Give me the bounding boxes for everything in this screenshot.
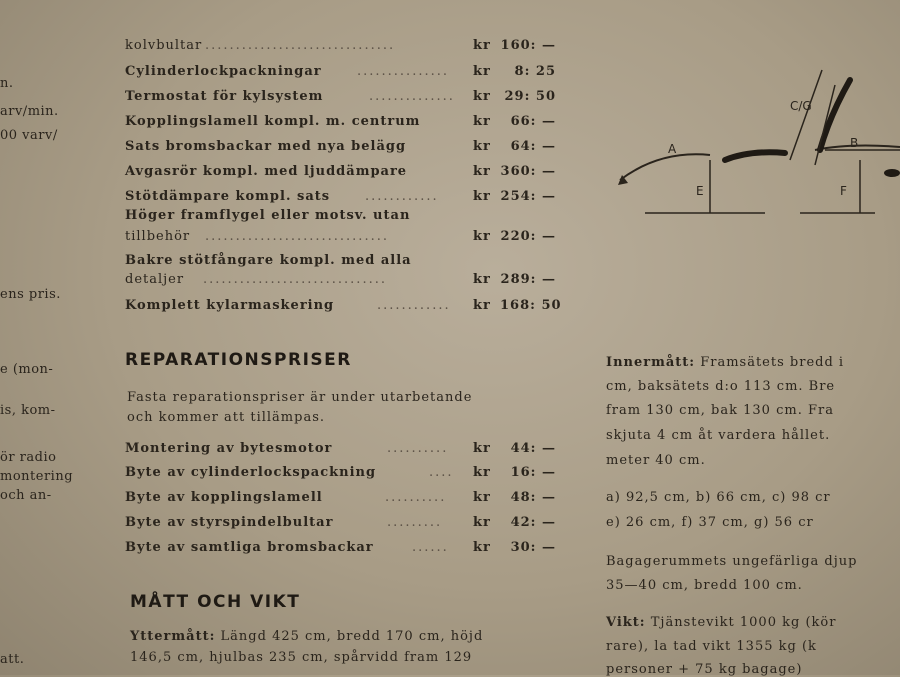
left-fragment: och an-	[0, 488, 52, 503]
paragraph-line: Fasta reparationspriser är under utarbetande	[127, 390, 473, 405]
price-row	[125, 441, 560, 461]
leader-dots: ..........	[387, 441, 449, 456]
price: 29: 50	[504, 89, 556, 104]
item-name: detaljer	[125, 272, 185, 287]
price-row	[125, 298, 560, 318]
item-name: Sats bromsbackar med nya belägg	[125, 139, 407, 154]
item-name: Stötdämpare kompl. sats	[125, 189, 331, 204]
item-name: tillbehör	[125, 229, 191, 244]
left-fragment: 00 varv/	[0, 128, 58, 143]
section-heading: MÅTT OCH VIKT	[130, 592, 301, 612]
diagram-label-b: B	[850, 136, 859, 150]
rear-cushion	[884, 169, 900, 177]
measure-line-c	[790, 70, 822, 160]
item-name: Byte av cylinderlockspackning	[125, 465, 377, 480]
currency: kr	[473, 64, 491, 79]
leader-dots: ...............................	[205, 38, 396, 53]
item-name: Avgasrör kompl. med ljuddämpare	[125, 164, 408, 179]
currency: kr	[473, 114, 491, 129]
currency: kr	[473, 38, 491, 53]
paragraph-line: 35—40 cm, bredd 100 cm.	[606, 578, 803, 593]
paragraph-line: a) 92,5 cm, b) 66 cm, c) 98 cr	[606, 490, 831, 505]
item-name-line: Höger framflygel eller motsv. utan	[125, 208, 411, 223]
price-row	[125, 38, 560, 58]
leader-dots: ............	[365, 189, 439, 204]
price-row	[125, 465, 560, 485]
price: 254: —	[500, 189, 556, 204]
paragraph-line: cm, baksätets d:o 113 cm. Bre	[606, 379, 836, 394]
label: Yttermått:	[130, 629, 216, 644]
price-row	[125, 164, 560, 184]
currency: kr	[473, 441, 491, 456]
price-row	[125, 490, 560, 510]
price: 220: —	[500, 229, 556, 244]
price-row	[125, 540, 560, 560]
left-fragment: att.	[0, 652, 25, 667]
price: 160: —	[500, 38, 556, 53]
leader-dots: ......	[412, 540, 449, 555]
section-heading: REPARATIONSPRISER	[125, 350, 352, 370]
price: 42: —	[510, 515, 556, 530]
price-row	[125, 229, 560, 249]
leader-dots: ..........	[385, 490, 447, 505]
item-name: Byte av samtliga bromsbackar	[125, 540, 374, 555]
price: 168: 50	[500, 298, 562, 313]
currency: kr	[473, 465, 491, 480]
currency: kr	[473, 164, 491, 179]
currency: kr	[473, 515, 491, 530]
price-row	[125, 114, 560, 134]
price-row	[125, 515, 560, 535]
left-fragment: montering	[0, 469, 74, 484]
price: 66: —	[510, 114, 556, 129]
paragraph-line: skjuta 4 cm åt vardera hållet.	[606, 428, 831, 443]
left-fragment: arv/min.	[0, 104, 59, 119]
text: Tjänstevikt 1000 kg (kör	[645, 615, 837, 630]
price-row	[125, 272, 560, 292]
currency: kr	[473, 490, 491, 505]
price-row	[125, 139, 560, 159]
leader-dots: ..............................	[203, 272, 387, 287]
diagram-label-f: F	[840, 184, 847, 198]
price: 44: —	[510, 441, 556, 456]
left-fragment: ör radio	[0, 450, 57, 465]
leader-dots: ....	[429, 465, 454, 480]
text: Framsätets bredd i	[695, 355, 845, 370]
label: Innermått:	[606, 355, 696, 370]
leader-dots: ...............	[357, 64, 449, 79]
price: 8: 25	[514, 64, 556, 79]
paragraph-line	[130, 629, 483, 644]
measure-line-g	[815, 85, 835, 165]
paragraph-line: e) 26 cm, f) 37 cm, g) 56 cr	[606, 515, 814, 530]
currency: kr	[473, 272, 491, 287]
text: Längd 425 cm, bredd 170 cm, höjd	[215, 629, 484, 644]
hood-curve	[620, 154, 710, 180]
currency: kr	[473, 189, 491, 204]
paragraph-line: och kommer att tillämpas.	[127, 410, 325, 425]
item-name: Komplett kylarmaskering	[125, 298, 335, 313]
label: Vikt:	[606, 615, 646, 630]
left-fragment: is, kom-	[0, 403, 56, 418]
price-row	[125, 189, 560, 209]
currency: kr	[473, 229, 491, 244]
currency: kr	[473, 139, 491, 154]
item-name: Kopplingslamell kompl. m. centrum	[125, 114, 421, 129]
currency: kr	[473, 540, 491, 555]
leader-dots: ..............	[369, 89, 455, 104]
price: 360: —	[500, 164, 556, 179]
item-name-line: Bakre stötfångare kompl. med alla	[125, 253, 412, 268]
paragraph-line	[606, 355, 844, 370]
item-name: Cylinderlockpackningar	[125, 64, 322, 79]
left-fragment: e (mon-	[0, 362, 54, 377]
price-row	[125, 89, 560, 109]
paragraph-line: fram 130 cm, bak 130 cm. Fra	[606, 403, 834, 418]
item-name: kolvbultar	[125, 38, 203, 53]
item-name: Byte av styrspindelbultar	[125, 515, 334, 530]
currency: kr	[473, 89, 491, 104]
item-name: Termostat för kylsystem	[125, 89, 324, 104]
paragraph-line: personer + 75 kg bagage)	[606, 662, 803, 677]
diagram-label-cg: C/G	[790, 99, 812, 113]
leader-dots: ..............................	[205, 229, 389, 244]
left-fragment: ens pris.	[0, 287, 61, 302]
paragraph-line: meter 40 cm.	[606, 453, 706, 468]
price: 48: —	[510, 490, 556, 505]
currency: kr	[473, 298, 491, 313]
paragraph-line: Bagagerummets ungefärliga djup	[606, 554, 858, 569]
leader-dots: ............	[377, 298, 451, 313]
price: 16: —	[510, 465, 556, 480]
leader-dots: .........	[387, 515, 443, 530]
price: 64: —	[510, 139, 556, 154]
seat-cushion	[725, 152, 785, 160]
car-profile-diagram	[600, 55, 900, 255]
price: 289: —	[500, 272, 556, 287]
item-name: Montering av bytesmotor	[125, 441, 333, 456]
diagram-label-e: E	[696, 184, 704, 198]
seat-back	[820, 80, 850, 150]
price-row	[125, 64, 560, 84]
diagram-label-a: A	[668, 142, 677, 156]
price: 30: —	[510, 540, 556, 555]
left-fragment: n.	[0, 76, 14, 91]
paragraph-line	[606, 615, 836, 630]
paragraph-line: 146,5 cm, hjulbas 235 cm, spårvidd fram 129	[130, 650, 473, 665]
paragraph-line: rare), la tad vikt 1355 kg (k	[606, 639, 817, 654]
item-name: Byte av kopplingslamell	[125, 490, 323, 505]
